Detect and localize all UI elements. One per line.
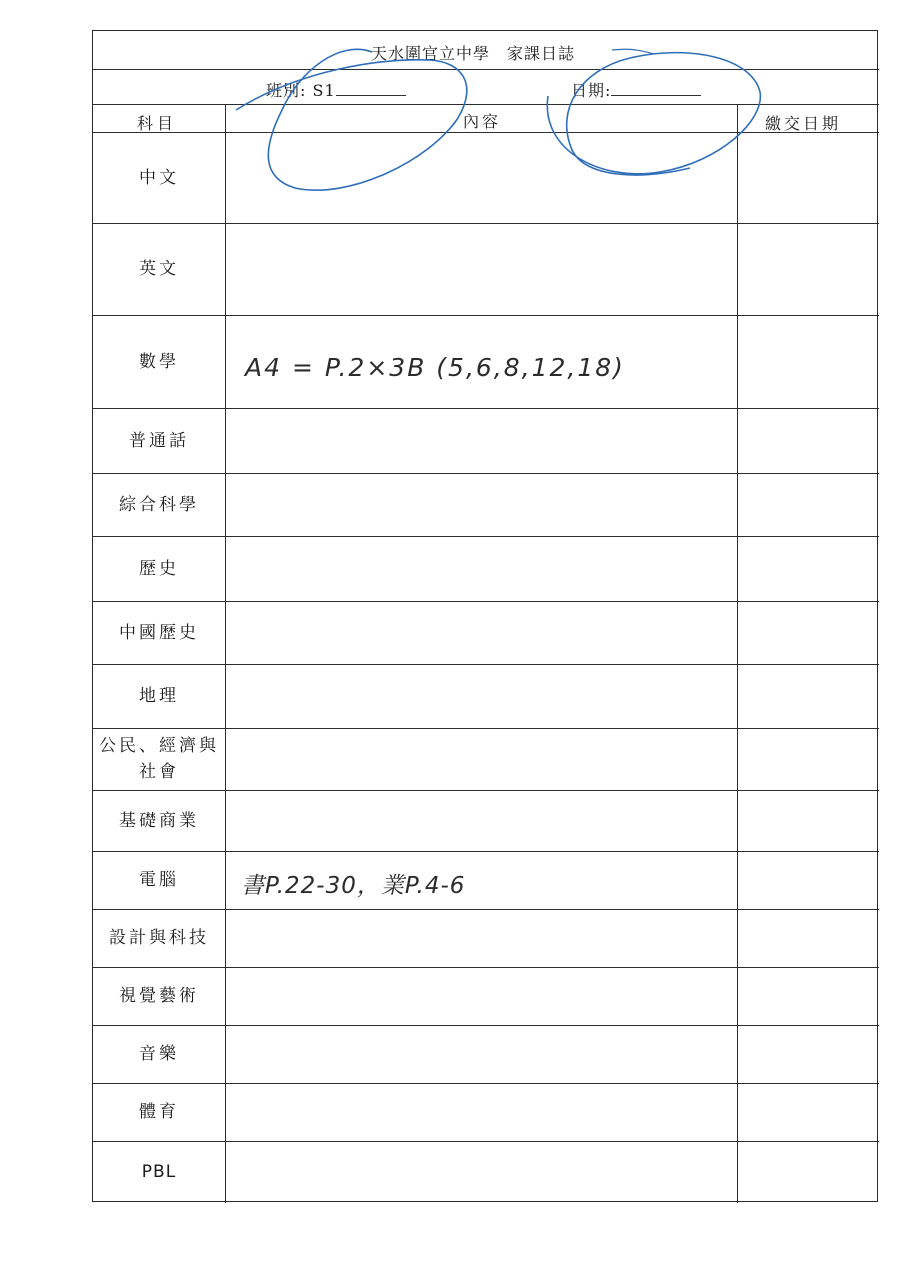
subject-geography: 地理 — [139, 686, 179, 706]
class-label-text: 班別: S1 — [266, 81, 336, 100]
subject-dt: 設計與科技 — [109, 928, 209, 948]
subject-music: 音樂 — [139, 1044, 179, 1064]
column-divider — [737, 104, 738, 1203]
subject-chinese: 中文 — [139, 167, 179, 188]
maths-homework: A4 = P.2×3B (5,6,8,12,18) — [245, 353, 625, 382]
computer-homework: 書P.22-30，業P.4-6 — [241, 873, 466, 899]
due-date-header: 繳交日期 — [765, 114, 842, 133]
subject-ces: 公民、經濟與社會 — [99, 736, 219, 782]
subject-header: 科目 — [137, 114, 178, 133]
subject-english: 英文 — [139, 259, 179, 279]
date-blank — [611, 81, 701, 96]
rule — [93, 69, 879, 70]
rule — [93, 104, 879, 105]
subject-putonghua: 普通話 — [129, 430, 189, 451]
date-label-text: 日期: — [571, 81, 612, 100]
subject-pbl: PBL — [141, 1162, 177, 1182]
column-divider — [225, 104, 226, 1203]
date-label — [571, 78, 701, 101]
class-label — [266, 78, 406, 101]
class-blank — [336, 81, 406, 96]
form-title: 天水圍官立中學 家課日誌 — [371, 44, 576, 63]
subject-integrated-science: 綜合科學 — [119, 494, 199, 515]
subject-computer: 電腦 — [139, 870, 179, 890]
subject-maths: 數學 — [139, 351, 179, 372]
subject-visual-arts: 視覺藝術 — [119, 986, 199, 1006]
subject-business: 基礎商業 — [119, 810, 199, 831]
content-header: 內容 — [463, 112, 502, 131]
homework-diary-form — [92, 30, 878, 1202]
subject-history: 歷史 — [139, 558, 179, 579]
subject-pe: 體育 — [139, 1102, 179, 1122]
subject-chinese-history: 中國歷史 — [119, 622, 199, 643]
